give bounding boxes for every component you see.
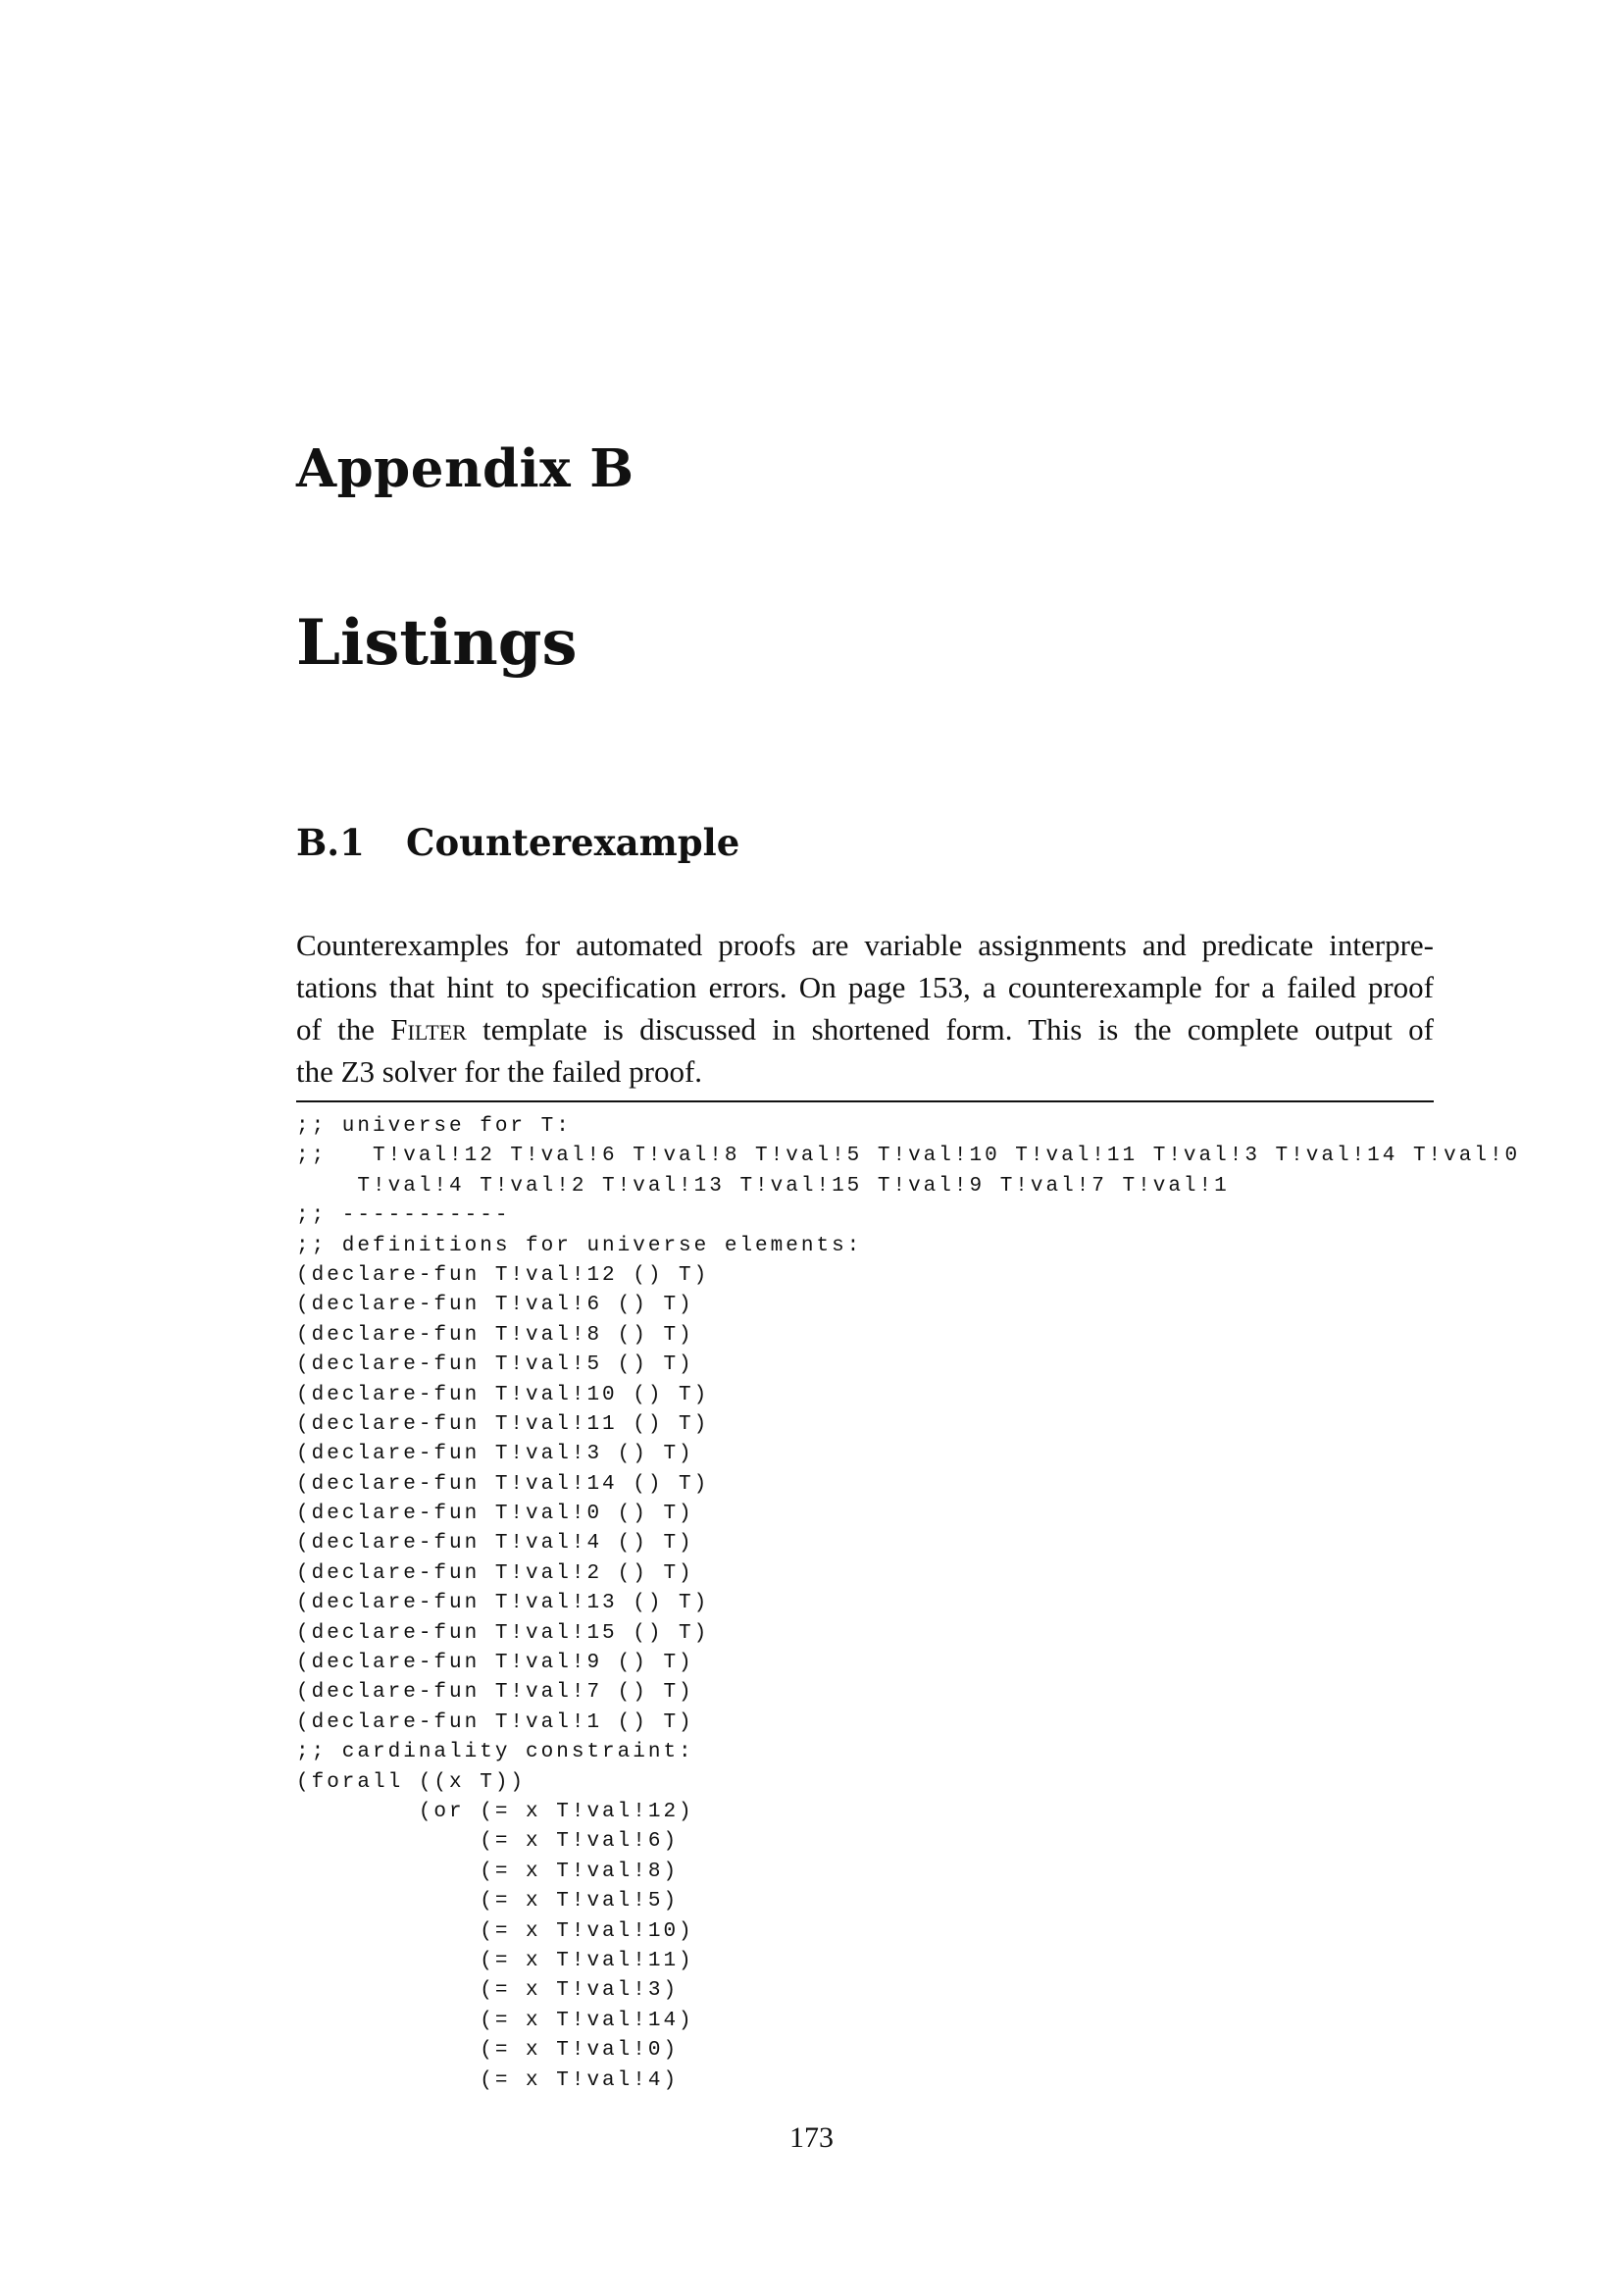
listing-line: (= x T!val!5) [296,1890,680,1913]
listing-line: (declare-fun T!val!0 () T) [296,1503,694,1526]
section-title: Counterexample [406,821,740,864]
listing-line: (declare-fun T!val!4 () T) [296,1532,694,1556]
listing-line: (declare-fun T!val!14 () T) [296,1472,710,1496]
listing-line: (= x T!val!8) [296,1860,680,1883]
listing-line: (declare-fun T!val!12 () T) [296,1263,710,1287]
code-listing [296,1112,1521,2096]
listing-line: ;; T!val!12 T!val!6 T!val!8 T!val!5 T!val!10 T!val!11 T!val!3 T!val!14 T!val!0 [296,1145,1521,1168]
listing-line: (declare-fun T!val!7 () T) [296,1681,694,1705]
listing-line: T!val!4 T!val!2 T!val!13 T!val!15 T!val!9 T!val!7 T!val!1 [296,1174,1230,1198]
paragraph-line: tations that hint to specification errors. On page 153, a counterexample for a failed proof [296,970,1434,1004]
page-number: 173 [789,2121,834,2154]
listing-line: (declare-fun T!val!3 () T) [296,1443,694,1466]
listing-line: ;; cardinality constraint: [296,1741,694,1764]
listing-line: (declare-fun T!val!9 () T) [296,1652,694,1675]
listing-line: (declare-fun T!val!1 () T) [296,1710,694,1734]
listing-line: ;; ----------- [296,1204,511,1228]
listing-line: (declare-fun T!val!10 () T) [296,1383,710,1406]
listing-top-rule [296,1100,1434,1102]
body-paragraph [296,924,1434,1093]
paragraph-line: Counterexamples for automated proofs are variable assignments and predicate interpre- [296,928,1434,962]
listing-line: (= x T!val!11) [296,1949,694,1972]
listing-line: (= x T!val!0) [296,2039,680,2063]
appendix-label: Appendix B [296,438,634,499]
paragraph-text: of the [296,1012,391,1046]
listing-line: (declare-fun T!val!2 () T) [296,1561,694,1585]
template-name: Filter [390,1012,467,1046]
section-number: B.1 [296,821,365,864]
paragraph-text: template is discussed in shortened form. This is the complete output of [466,1012,1435,1046]
listing-line: (= x T!val!3) [296,1979,680,2003]
listing-line: (= x T!val!4) [296,2068,680,2092]
paragraph-line [296,1008,1434,1050]
listing-line: (= x T!val!10) [296,1919,694,1943]
listing-line: (declare-fun T!val!15 () T) [296,1621,710,1645]
listing-line: ;; universe for T: [296,1115,572,1138]
listing-line: (declare-fun T!val!11 () T) [296,1412,710,1436]
listing-line: (forall ((x T)) [296,1770,527,1794]
listing-line: (= x T!val!6) [296,1830,680,1854]
listing-line: (declare-fun T!val!13 () T) [296,1592,710,1615]
paragraph-line: the Z3 solver for the failed proof. [296,1054,703,1089]
listing-line: ;; definitions for universe elements: [296,1234,863,1257]
section-heading [296,820,739,865]
listing-line: (= x T!val!14) [296,2009,694,2032]
chapter-title: Listings [296,606,578,680]
listing-line: (declare-fun T!val!5 () T) [296,1353,694,1377]
listing-line: (or (= x T!val!12) [296,1800,694,1823]
listing-line: (declare-fun T!val!8 () T) [296,1323,694,1347]
listing-line: (declare-fun T!val!6 () T) [296,1294,694,1317]
